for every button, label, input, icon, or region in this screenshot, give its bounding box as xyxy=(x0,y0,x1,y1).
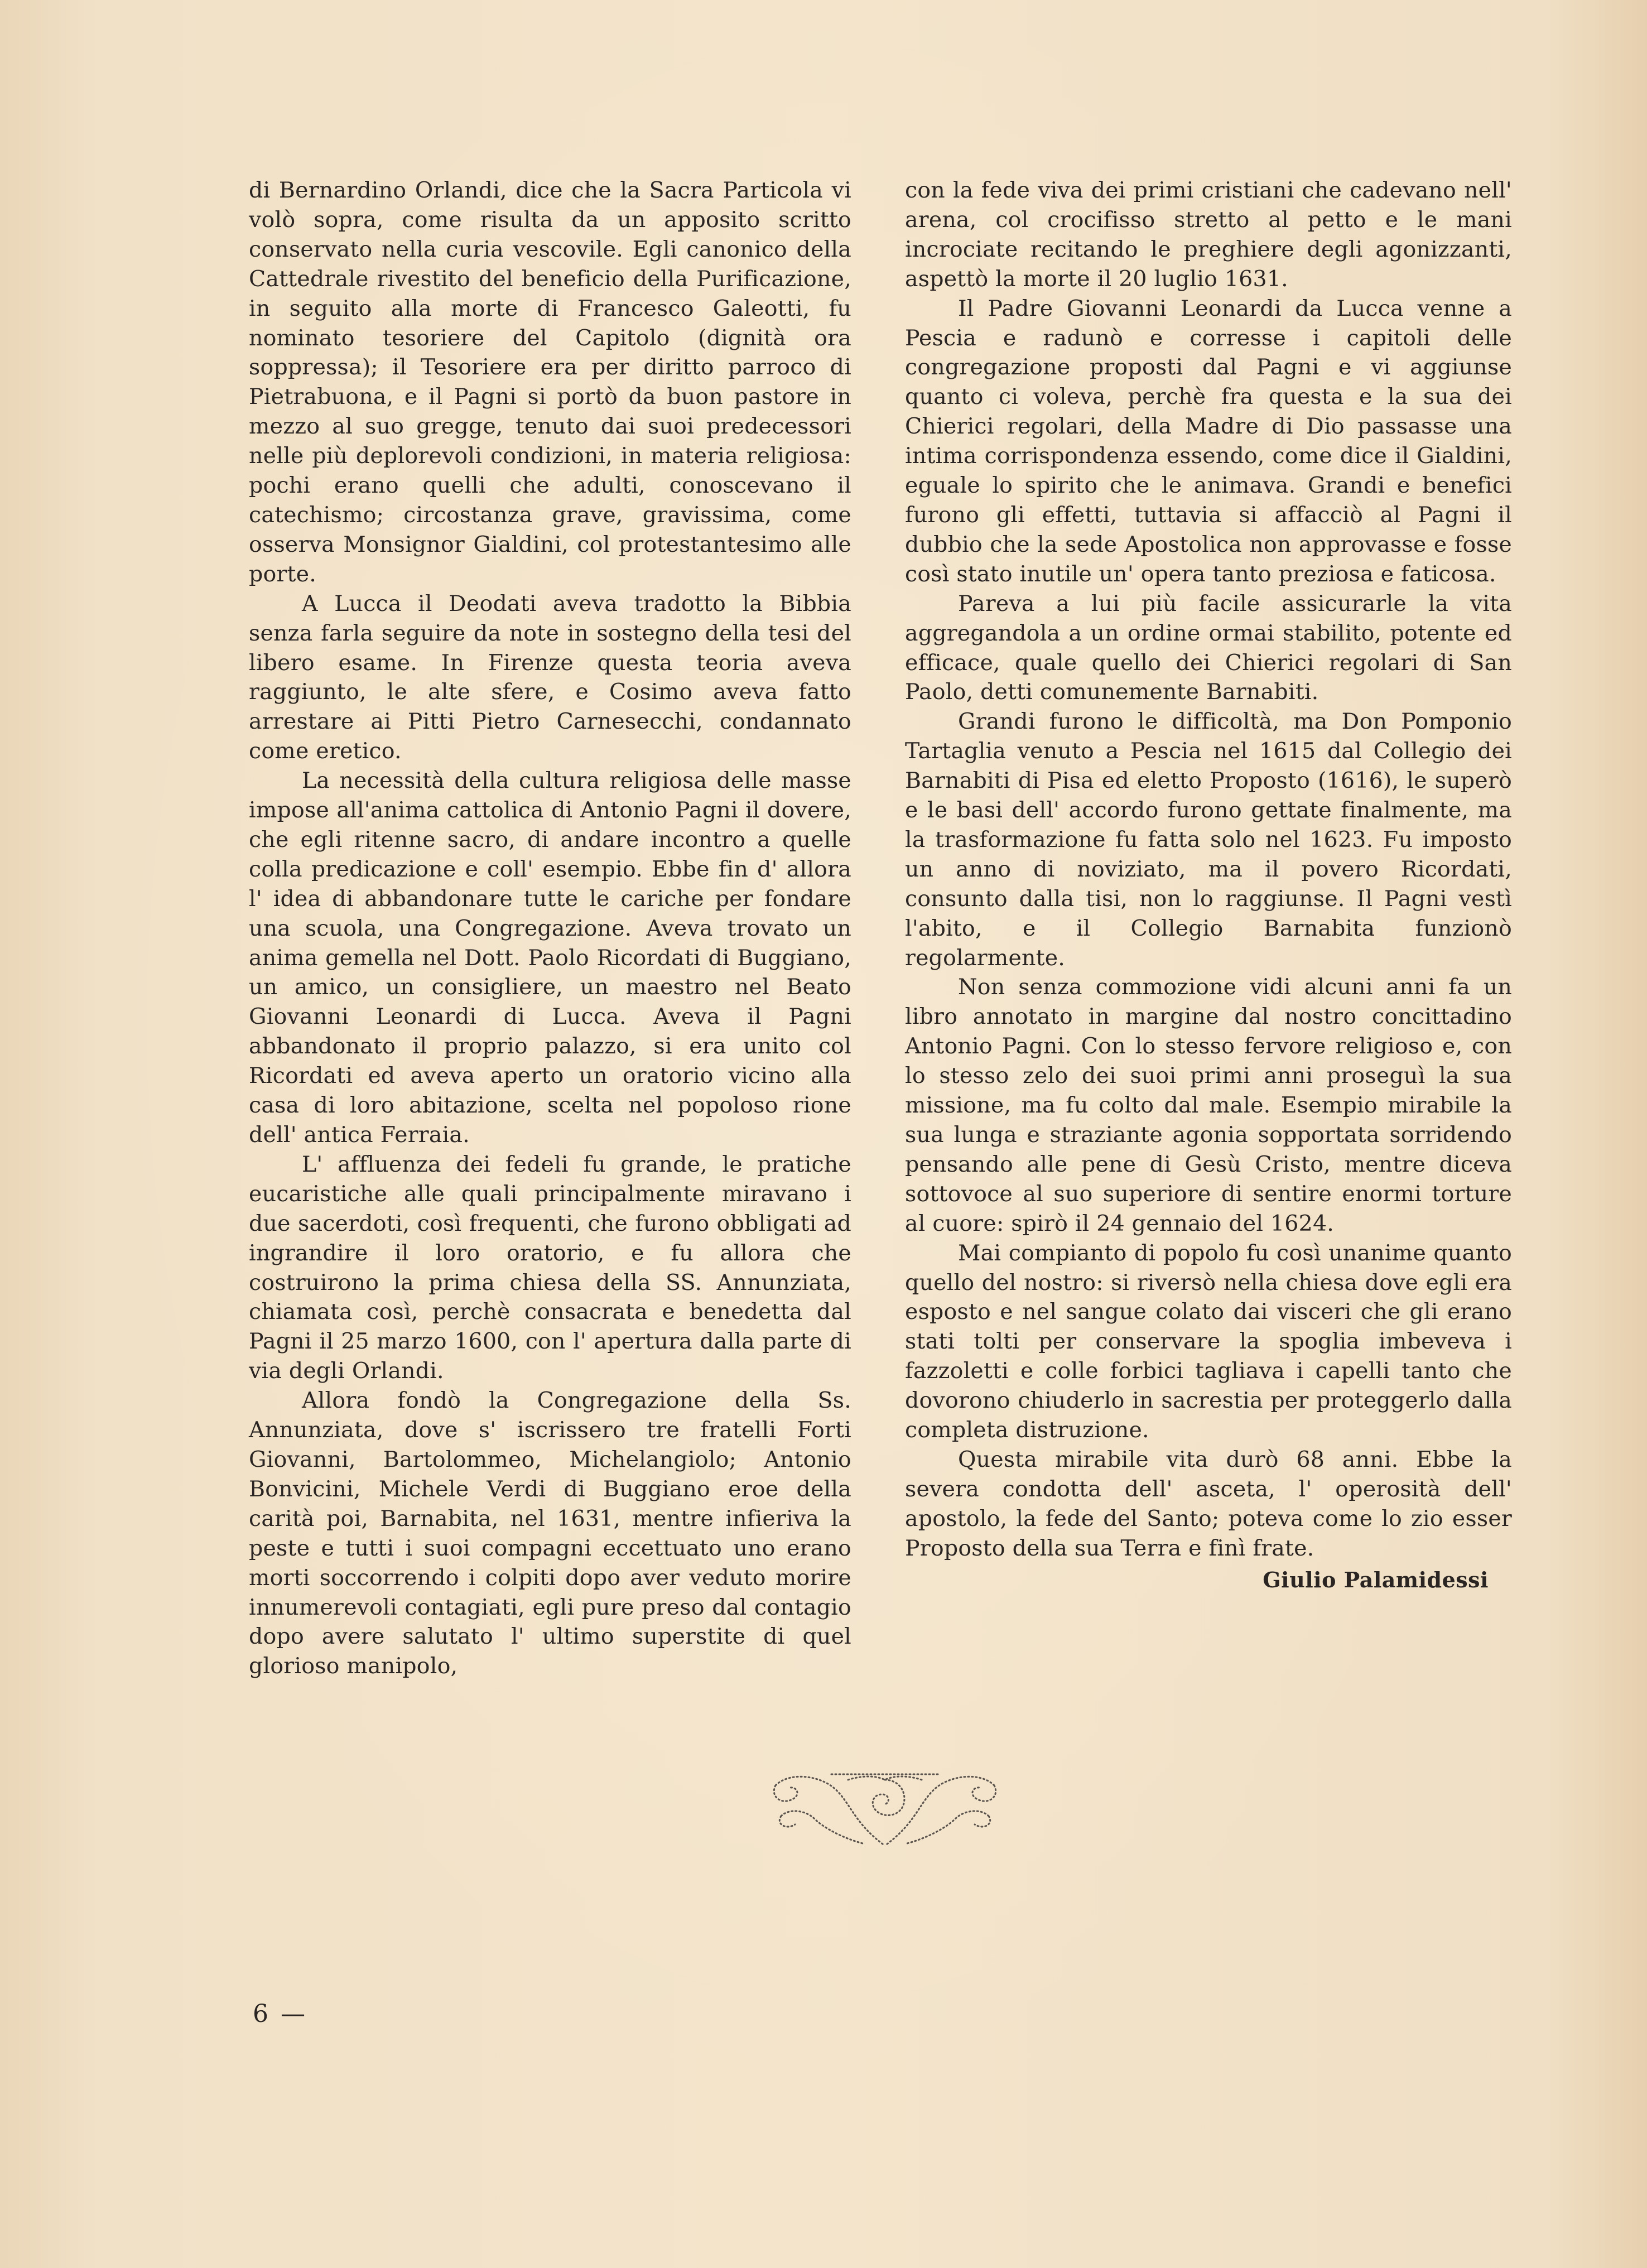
paragraph: con la fede viva dei primi cristiani che cadevano nell' arena, col crocifisso stretto al petto e le mani incrociate recitando le preghiere degli agonizzanti, aspettò la morte il 20 luglio 1631. xyxy=(905,177,1512,292)
paragraph: A Lucca il Deodati aveva tradotto la Bibbia senza farla seguire da note in sostegno della tesi del libero esame. In Firenze questa teoria aveva raggiunto, le alte sfere, e Cosimo aveva fatto arrestare ai Pitti Pietro Carnesecchi, condannato come eretico. xyxy=(249,590,851,764)
text-column-left xyxy=(249,176,851,1681)
paragraph: La necessità della cultura religiosa delle masse impose all'anima cattolica di Antonio Pagni il dovere, che egli ritenne sacro, di andare incontro a quelle colla predicazione e coll' esempio. Ebbe fin d' allora l' idea di abbandonare tutte le cariche per fondare una scuola, una Congregazione. Aveva trovato un anima gemella nel Dott. Paolo Ricordati di Buggiano, un amico, un consigliere, un maestro nel Beato Giovanni Leonardi di Lucca. Aveva il Pagni abbandonato il proprio palazzo, si era unito col Ricordati ed aveva aperto un oratorio vicino alla casa di loro abitazione, scelta nel popoloso rione dell' antica Ferraia. xyxy=(249,768,851,1148)
paragraph: Non senza commozione vidi alcuni anni fa un libro annotato in margine dal nostro concittadino Antonio Pagni. Con lo stesso fervore religioso e, con lo stesso zelo dei suoi primi anni proseguì la sua missione, ma fu colto dal male. Esempio mirabile la sua lunga e straziante agonia sopportata sorridendo pensando alle pene di Gesù Cristo, mentre diceva sottovoce al suo superiore di sentire enormi torture al cuore: spirò il 24 gennaio del 1624. xyxy=(905,974,1512,1236)
paragraph: Il Padre Giovanni Leonardi da Lucca venne a Pescia e radunò e corresse i capitoli delle congregazione proposti dal Pagni e vi aggiunse quanto ci voleva, perchè fra questa e la sua dei Chierici regolari, della Madre di Dio passasse una intima corrispondenza essendo, come dice il Gialdini, eguale lo spirito che le animava. Grandi e benefici furono gli effetti, tuttavia si affacciò al Pagni il dubbio che la sede Apostolica non approvasse e fosse così stato inutile un' opera tanto preziosa e faticosa. xyxy=(905,295,1512,587)
paragraph: Questa mirabile vita durò 68 anni. Ebbe la severa condotta dell' asceta, l' operosità dell' apostolo, la fede del Santo; poteva come lo zio esser Proposto della sua Terra e finì frate. xyxy=(905,1446,1512,1561)
text-column-right xyxy=(905,176,1512,1595)
paragraph: L' affluenza dei fedeli fu grande, le pratiche eucaristiche alle quali principalmente miravano i due sacerdoti, così frequenti, che furono obbligati ad ingrandire il loro oratorio, e fu allora che costruirono la prima chiesa della SS. Annunziata, chiamata così, perchè consacrata e benedetta dal Pagni il 25 marzo 1600, con l' apertura dalla parte di via degli Orlandi. xyxy=(249,1151,851,1384)
author-signature: Giulio Palamidessi xyxy=(1263,1567,1489,1592)
scroll-ornament-icon xyxy=(764,1763,1005,1852)
paragraph: Grandi furono le difficoltà, ma Don Pomponio Tartaglia venuto a Pescia nel 1615 dal Collegio dei Barnabiti di Pisa ed eletto Proposto (1616), le superò e le basi dell' accordo furono gettate finalmente, ma la trasformazione fu fatta solo nel 1623. Fu imposto un anno di noviziato, ma il povero Ricordati, consunto dalla tisi, non lo raggiunse. Il Pagni vestì l'abito, e il Collegio Barnabita funzionò regolarmente. xyxy=(905,709,1512,971)
paragraph: Mai compianto di popolo fu così unanime quanto quello del nostro: si riversò nella chiesa dove egli era esposto e nel sangue colato dai visceri che gli erano stati tolti per conservare la spoglia imbeveva i fazzoletti e colle forbici tagliava i capelli tanto che dovorono chiuderlo in sacrestia per proteggerlo dalla completa distruzione. xyxy=(905,1240,1512,1443)
paragraph: Allora fondò la Congregazione della Ss. Annunziata, dove s' iscrissero tre fratelli Forti Giovanni, Bartolommeo, Michelangiolo; Antonio Bonvicini, Michele Verdi di Buggiano eroe della carità poi, Barnabita, nel 1631, mentre infieriva la peste e tutti i suoi compagni eccettuato uno erano morti soccorrendo i colpiti dopo aver veduto morire innumerevoli contagiati, egli pure preso dal contagio dopo avere salutato l' ultimo superstite di quel glorioso manipolo, xyxy=(249,1388,851,1679)
paragraph: di Bernardino Orlandi, dice che la Sacra Particola vi volò sopra, come risulta da un apposito scritto conservato nella curia vescovile. Egli canonico della Cattedrale rivestito del beneficio della Purificazione, in seguito alla morte di Francesco Galeotti, fu nominato tesoriere del Capitolo (dignità ora soppressa); il Tesoriere era per diritto parroco di Pietrabuona, e il Pagni si portò da buon pastore in mezzo al suo gregge, tenuto dai suoi predecessori nelle più deplorevoli condizioni, in materia religiosa: pochi erano quelli che adulti, conoscevano il catechismo; circostanza grave, gravissima, come osserva Monsignor Gialdini, col protestantesimo alle porte. xyxy=(249,177,851,587)
page-number: 6 — xyxy=(253,2000,307,2028)
paragraph: Pareva a lui più facile assicurarle la vita aggregandola a un ordine ormai stabilito, potente ed efficace, quale quello dei Chierici regolari di San Paolo, detti comunemente Barnabiti. xyxy=(905,590,1512,705)
